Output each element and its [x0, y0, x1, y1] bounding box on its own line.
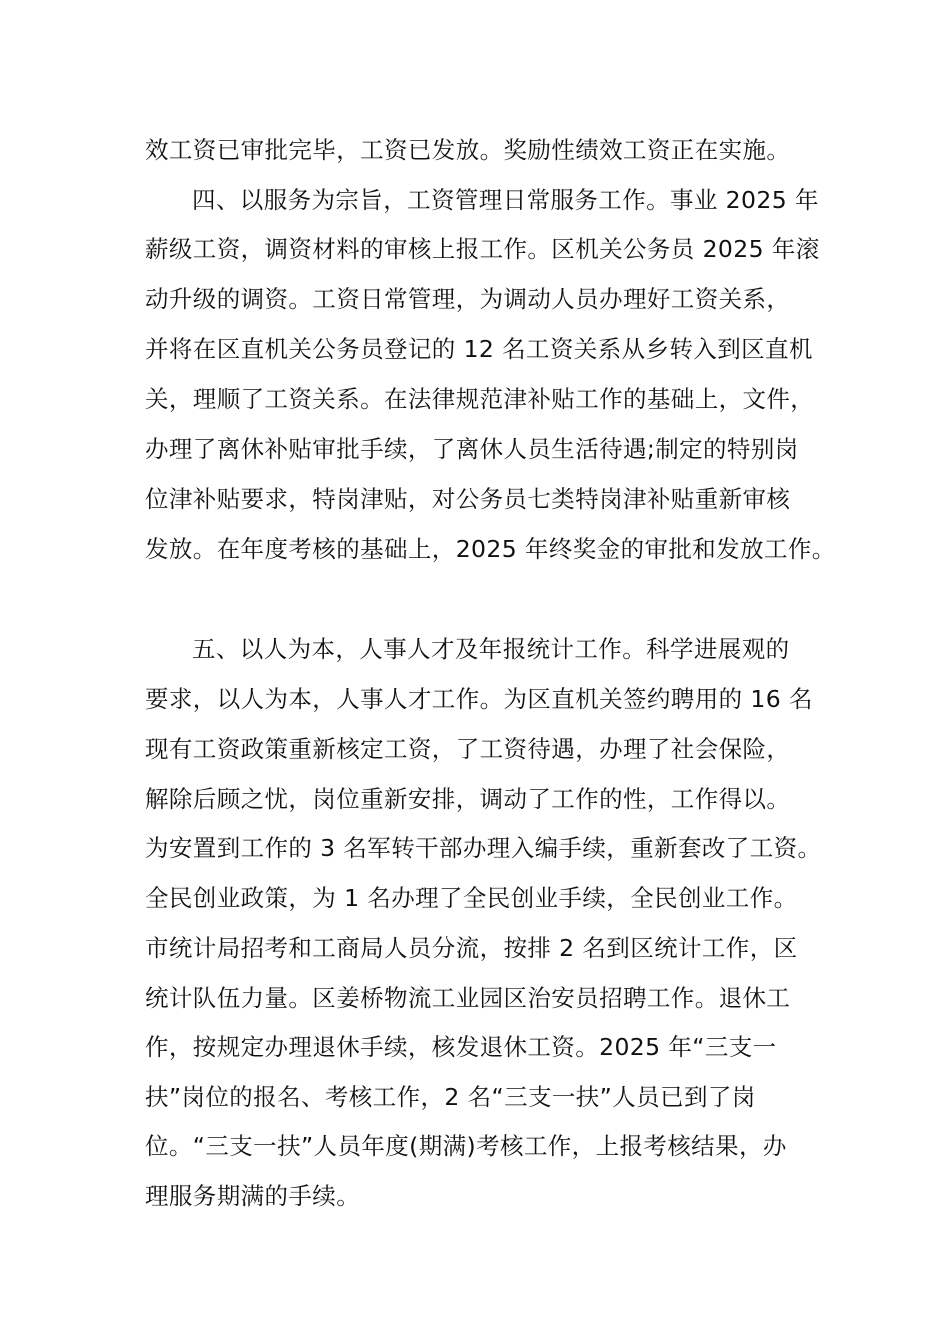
text-line: 要求，以人为本，人事人才工作。为区直机关签约聘用的 16 名 [145, 685, 813, 713]
text-line: 统计队伍力量。区姜桥物流工业园区治安员招聘工作。退休工 [145, 984, 791, 1012]
text-line: 位。“三支一扶”人员年度(期满)考核工作，上报考核结果，办 [145, 1132, 787, 1160]
text-line: 解除后顾之忧，岗位重新安排，调动了工作的性，工作得以。 [145, 785, 791, 813]
paragraph-first-line: 四、以服务为宗旨，工资管理日常服务工作。事业 2025 年 [192, 186, 819, 214]
text-line: 效工资已审批完毕，工资已发放。奖励性绩效工资正在实施。 [145, 136, 791, 164]
text-line: 现有工资政策重新核定工资，了工资待遇，办理了社会保险， [145, 735, 791, 763]
text-line: 扶”岗位的报名、考核工作，2 名“三支一扶”人员已到了岗 [145, 1083, 756, 1111]
text-line: 作，按规定办理退休手续，核发退休工资。2025 年“三支一 [145, 1033, 777, 1061]
text-line: 发放。在年度考核的基础上，2025 年终奖金的审批和发放工作。 [145, 535, 836, 563]
text-line: 办理了离休补贴审批手续，了离休人员生活待遇;制定的特别岗 [145, 435, 799, 463]
text-line: 位津补贴要求，特岗津贴，对公务员七类特岗津补贴重新审核 [145, 485, 791, 513]
text-line: 动升级的调资。工资日常管理，为调动人员办理好工资关系， [145, 285, 791, 313]
text-line: 市统计局招考和工商局人员分流，按排 2 名到区统计工作，区 [145, 934, 798, 962]
text-line: 关，理顺了工资关系。在法律规范津补贴工作的基础上，文件， [145, 385, 815, 413]
text-line: 并将在区直机关公务员登记的 12 名工资关系从乡转入到区直机 [145, 335, 813, 363]
text-line: 理服务期满的手续。 [145, 1182, 361, 1210]
text-line: 为安置到工作的 3 名军转干部办理入编手续，重新套改了工资。 [145, 834, 822, 862]
text-line: 薪级工资，调资材料的审核上报工作。区机关公务员 2025 年滚 [145, 235, 820, 263]
paragraph-first-line: 五、以人为本，人事人才及年报统计工作。科学进展观的 [192, 635, 790, 663]
text-line: 全民创业政策，为 1 名办理了全民创业手续，全民创业工作。 [145, 884, 798, 912]
